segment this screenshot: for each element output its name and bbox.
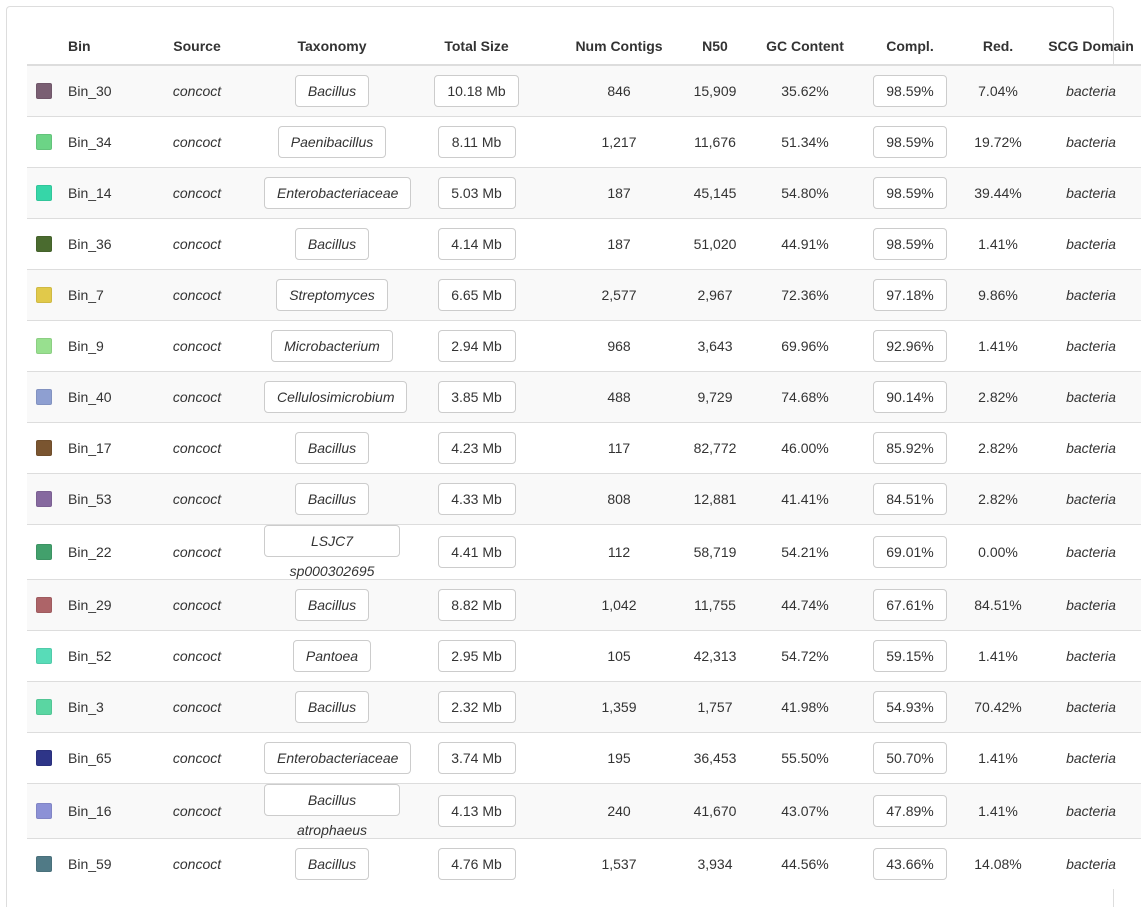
num-contigs-value: 808 <box>553 473 685 524</box>
bin-color-swatch[interactable] <box>36 185 52 201</box>
completeness-button[interactable]: 54.93% <box>873 691 947 723</box>
total-size-button[interactable]: 4.14 Mb <box>438 228 516 260</box>
gc-content-value: 72.36% <box>745 269 865 320</box>
bin-source: concoct <box>130 783 264 838</box>
bin-source: concoct <box>130 371 264 422</box>
table-row <box>27 218 1141 269</box>
gc-content-value: 44.74% <box>745 579 865 630</box>
num-contigs-value: 195 <box>553 732 685 783</box>
scg-domain-value: bacteria <box>1041 167 1141 218</box>
n50-value: 58,719 <box>685 524 745 579</box>
bin-name: Bin_52 <box>60 630 130 681</box>
gc-content-value: 44.56% <box>745 838 865 889</box>
total-size-button[interactable]: 6.65 Mb <box>438 279 516 311</box>
num-contigs-value: 112 <box>553 524 685 579</box>
bin-name: Bin_30 <box>60 65 130 116</box>
redundancy-value: 7.04% <box>955 65 1041 116</box>
bin-source: concoct <box>130 218 264 269</box>
bin-name: Bin_40 <box>60 371 130 422</box>
total-size-button[interactable]: 2.32 Mb <box>438 691 516 723</box>
redundancy-value: 2.82% <box>955 371 1041 422</box>
n50-value: 45,145 <box>685 167 745 218</box>
taxonomy-button[interactable]: Enterobacteriaceae <box>264 177 411 209</box>
bin-color-swatch[interactable] <box>36 856 52 872</box>
total-size-button[interactable]: 10.18 Mb <box>434 75 518 107</box>
bin-color-swatch[interactable] <box>36 491 52 507</box>
taxonomy-button[interactable]: Microbacterium <box>271 330 393 362</box>
table-row <box>27 579 1141 630</box>
header-n50[interactable]: N50 <box>685 27 745 65</box>
taxonomy-button[interactable]: Bacillus <box>295 432 369 464</box>
bin-color-swatch[interactable] <box>36 440 52 456</box>
bin-source: concoct <box>130 320 264 371</box>
total-size-button[interactable]: 4.41 Mb <box>438 536 516 568</box>
header-red[interactable]: Red. <box>955 27 1041 65</box>
num-contigs-value: 1,537 <box>553 838 685 889</box>
header-bin[interactable]: Bin <box>60 27 130 65</box>
num-contigs-value: 1,359 <box>553 681 685 732</box>
n50-value: 36,453 <box>685 732 745 783</box>
bin-name: Bin_16 <box>60 783 130 838</box>
total-size-button[interactable]: 2.95 Mb <box>438 640 516 672</box>
completeness-button[interactable]: 43.66% <box>873 848 947 880</box>
num-contigs-value: 1,217 <box>553 116 685 167</box>
taxonomy-button[interactable]: Bacillus <box>295 691 369 723</box>
scg-domain-value: bacteria <box>1041 630 1141 681</box>
gc-content-value: 69.96% <box>745 320 865 371</box>
taxonomy-button[interactable]: Streptomyces <box>276 279 388 311</box>
gc-content-value: 54.72% <box>745 630 865 681</box>
n50-value: 1,757 <box>685 681 745 732</box>
gc-content-value: 43.07% <box>745 783 865 838</box>
bin-name: Bin_53 <box>60 473 130 524</box>
table-row <box>27 524 1141 579</box>
total-size-button[interactable]: 4.76 Mb <box>438 848 516 880</box>
bin-name: Bin_14 <box>60 167 130 218</box>
scg-domain-value: bacteria <box>1041 783 1141 838</box>
total-size-button[interactable]: 3.85 Mb <box>438 381 516 413</box>
completeness-button[interactable]: 50.70% <box>873 742 947 774</box>
scg-domain-value: bacteria <box>1041 269 1141 320</box>
bin-color-swatch[interactable] <box>36 648 52 664</box>
header-taxonomy[interactable]: Taxonomy <box>264 27 400 65</box>
bin-source: concoct <box>130 167 264 218</box>
table-row <box>27 371 1141 422</box>
header-total-size[interactable]: Total Size <box>400 27 553 65</box>
n50-value: 41,670 <box>685 783 745 838</box>
taxonomy-button[interactable]: Bacillus <box>295 483 369 515</box>
bin-color-swatch[interactable] <box>36 338 52 354</box>
bin-name: Bin_22 <box>60 524 130 579</box>
table-row <box>27 116 1141 167</box>
n50-value: 3,643 <box>685 320 745 371</box>
n50-value: 12,881 <box>685 473 745 524</box>
completeness-button[interactable]: 98.59% <box>873 126 947 158</box>
table-row <box>27 422 1141 473</box>
header-num-contigs[interactable]: Num Contigs <box>553 27 685 65</box>
total-size-button[interactable]: 8.82 Mb <box>438 589 516 621</box>
table-row <box>27 732 1141 783</box>
bin-source: concoct <box>130 579 264 630</box>
table-header-row <box>27 27 1141 65</box>
bin-source: concoct <box>130 838 264 889</box>
bin-color-swatch[interactable] <box>36 236 52 252</box>
bin-name: Bin_7 <box>60 269 130 320</box>
redundancy-value: 1.41% <box>955 218 1041 269</box>
bin-source: concoct <box>130 681 264 732</box>
bin-color-swatch[interactable] <box>36 83 52 99</box>
scg-domain-value: bacteria <box>1041 218 1141 269</box>
header-scg-domain[interactable]: SCG Domain <box>1041 27 1141 65</box>
bin-source: concoct <box>130 732 264 783</box>
redundancy-value: 0.00% <box>955 524 1041 579</box>
num-contigs-value: 105 <box>553 630 685 681</box>
gc-content-value: 35.62% <box>745 65 865 116</box>
redundancy-value: 39.44% <box>955 167 1041 218</box>
bin-color-swatch[interactable] <box>36 134 52 150</box>
redundancy-value: 1.41% <box>955 732 1041 783</box>
taxonomy-button[interactable]: Pantoea <box>293 640 371 672</box>
redundancy-value: 19.72% <box>955 116 1041 167</box>
total-size-button[interactable]: 8.11 Mb <box>438 126 516 158</box>
header-source[interactable]: Source <box>130 27 264 65</box>
gc-content-value: 74.68% <box>745 371 865 422</box>
completeness-button[interactable]: 90.14% <box>873 381 947 413</box>
num-contigs-value: 187 <box>553 218 685 269</box>
taxonomy-button[interactable]: Enterobacteriaceae <box>264 742 411 774</box>
scg-domain-value: bacteria <box>1041 371 1141 422</box>
gc-content-value: 41.98% <box>745 681 865 732</box>
n50-value: 9,729 <box>685 371 745 422</box>
redundancy-value: 2.82% <box>955 422 1041 473</box>
num-contigs-value: 1,042 <box>553 579 685 630</box>
gc-content-value: 54.80% <box>745 167 865 218</box>
bin-name: Bin_17 <box>60 422 130 473</box>
bin-name: Bin_34 <box>60 116 130 167</box>
n50-value: 11,755 <box>685 579 745 630</box>
header-gc-content[interactable]: GC Content <box>745 27 865 65</box>
gc-content-value: 55.50% <box>745 732 865 783</box>
table-row <box>27 320 1141 371</box>
total-size-button[interactable]: 4.23 Mb <box>438 432 516 464</box>
gc-content-value: 54.21% <box>745 524 865 579</box>
scg-domain-value: bacteria <box>1041 524 1141 579</box>
completeness-button[interactable]: 97.18% <box>873 279 947 311</box>
table-row <box>27 473 1141 524</box>
completeness-button[interactable]: 98.59% <box>873 75 947 107</box>
bin-color-swatch[interactable] <box>36 597 52 613</box>
num-contigs-value: 187 <box>553 167 685 218</box>
bin-color-swatch[interactable] <box>36 287 52 303</box>
redundancy-value: 9.86% <box>955 269 1041 320</box>
bin-source: concoct <box>130 524 264 579</box>
scg-domain-value: bacteria <box>1041 473 1141 524</box>
bin-name: Bin_59 <box>60 838 130 889</box>
bin-name: Bin_9 <box>60 320 130 371</box>
completeness-button[interactable]: 47.89% <box>873 795 947 827</box>
bin-source: concoct <box>130 473 264 524</box>
taxonomy-button[interactable]: LSJC7 sp000302695 <box>264 525 400 557</box>
taxonomy-button[interactable]: Bacillus <box>295 848 369 880</box>
gc-content-value: 46.00% <box>745 422 865 473</box>
redundancy-value: 1.41% <box>955 630 1041 681</box>
taxonomy-button[interactable]: Bacillus <box>295 228 369 260</box>
table-row <box>27 681 1141 732</box>
num-contigs-value: 968 <box>553 320 685 371</box>
header-compl[interactable]: Compl. <box>865 27 955 65</box>
scg-domain-value: bacteria <box>1041 681 1141 732</box>
scg-domain-value: bacteria <box>1041 65 1141 116</box>
completeness-button[interactable]: 98.59% <box>873 228 947 260</box>
gc-content-value: 41.41% <box>745 473 865 524</box>
n50-value: 42,313 <box>685 630 745 681</box>
num-contigs-value: 117 <box>553 422 685 473</box>
table-row <box>27 65 1141 116</box>
scg-domain-value: bacteria <box>1041 579 1141 630</box>
n50-value: 2,967 <box>685 269 745 320</box>
bin-source: concoct <box>130 269 264 320</box>
table-row <box>27 783 1141 838</box>
taxonomy-button[interactable]: Bacillus <box>295 589 369 621</box>
redundancy-value: 84.51% <box>955 579 1041 630</box>
total-size-button[interactable]: 5.03 Mb <box>438 177 516 209</box>
bin-name: Bin_65 <box>60 732 130 783</box>
scg-domain-value: bacteria <box>1041 838 1141 889</box>
total-size-button[interactable]: 2.94 Mb <box>438 330 516 362</box>
num-contigs-value: 2,577 <box>553 269 685 320</box>
bin-color-swatch[interactable] <box>36 699 52 715</box>
bin-color-swatch[interactable] <box>36 803 52 819</box>
table-row <box>27 838 1141 889</box>
table-row <box>27 630 1141 681</box>
completeness-button[interactable]: 85.92% <box>873 432 947 464</box>
bin-source: concoct <box>130 422 264 473</box>
taxonomy-button[interactable]: Bacillus <box>295 75 369 107</box>
completeness-button[interactable]: 67.61% <box>873 589 947 621</box>
table-row <box>27 269 1141 320</box>
num-contigs-value: 846 <box>553 65 685 116</box>
redundancy-value: 70.42% <box>955 681 1041 732</box>
scg-domain-value: bacteria <box>1041 422 1141 473</box>
n50-value: 82,772 <box>685 422 745 473</box>
n50-value: 3,934 <box>685 838 745 889</box>
completeness-button[interactable]: 98.59% <box>873 177 947 209</box>
table-row <box>27 167 1141 218</box>
n50-value: 11,676 <box>685 116 745 167</box>
bin-color-swatch[interactable] <box>36 750 52 766</box>
num-contigs-value: 240 <box>553 783 685 838</box>
completeness-button[interactable]: 92.96% <box>873 330 947 362</box>
redundancy-value: 2.82% <box>955 473 1041 524</box>
total-size-button[interactable]: 4.33 Mb <box>438 483 516 515</box>
scg-domain-value: bacteria <box>1041 320 1141 371</box>
gc-content-value: 44.91% <box>745 218 865 269</box>
scg-domain-value: bacteria <box>1041 732 1141 783</box>
gc-content-value: 51.34% <box>745 116 865 167</box>
bin-source: concoct <box>130 116 264 167</box>
completeness-button[interactable]: 59.15% <box>873 640 947 672</box>
scg-domain-value: bacteria <box>1041 116 1141 167</box>
total-size-button[interactable]: 4.13 Mb <box>438 795 516 827</box>
bin-source: concoct <box>130 630 264 681</box>
bin-name: Bin_3 <box>60 681 130 732</box>
bin-color-swatch[interactable] <box>36 389 52 405</box>
bin-name: Bin_36 <box>60 218 130 269</box>
bins-panel <box>6 6 1134 907</box>
completeness-button[interactable]: 84.51% <box>873 483 947 515</box>
bin-color-swatch[interactable] <box>36 544 52 560</box>
taxonomy-button[interactable]: Cellulosimicrobium <box>264 381 407 413</box>
redundancy-value: 1.41% <box>955 783 1041 838</box>
num-contigs-value: 488 <box>553 371 685 422</box>
header-color <box>27 27 60 65</box>
taxonomy-button[interactable]: Bacillus atrophaeus <box>264 784 400 816</box>
bins-table <box>27 27 1141 889</box>
redundancy-value: 1.41% <box>955 320 1041 371</box>
bin-name: Bin_29 <box>60 579 130 630</box>
n50-value: 15,909 <box>685 65 745 116</box>
total-size-button[interactable]: 3.74 Mb <box>438 742 516 774</box>
redundancy-value: 14.08% <box>955 838 1041 889</box>
n50-value: 51,020 <box>685 218 745 269</box>
bin-source: concoct <box>130 65 264 116</box>
taxonomy-button[interactable]: Paenibacillus <box>278 126 387 158</box>
completeness-button[interactable]: 69.01% <box>873 536 947 568</box>
